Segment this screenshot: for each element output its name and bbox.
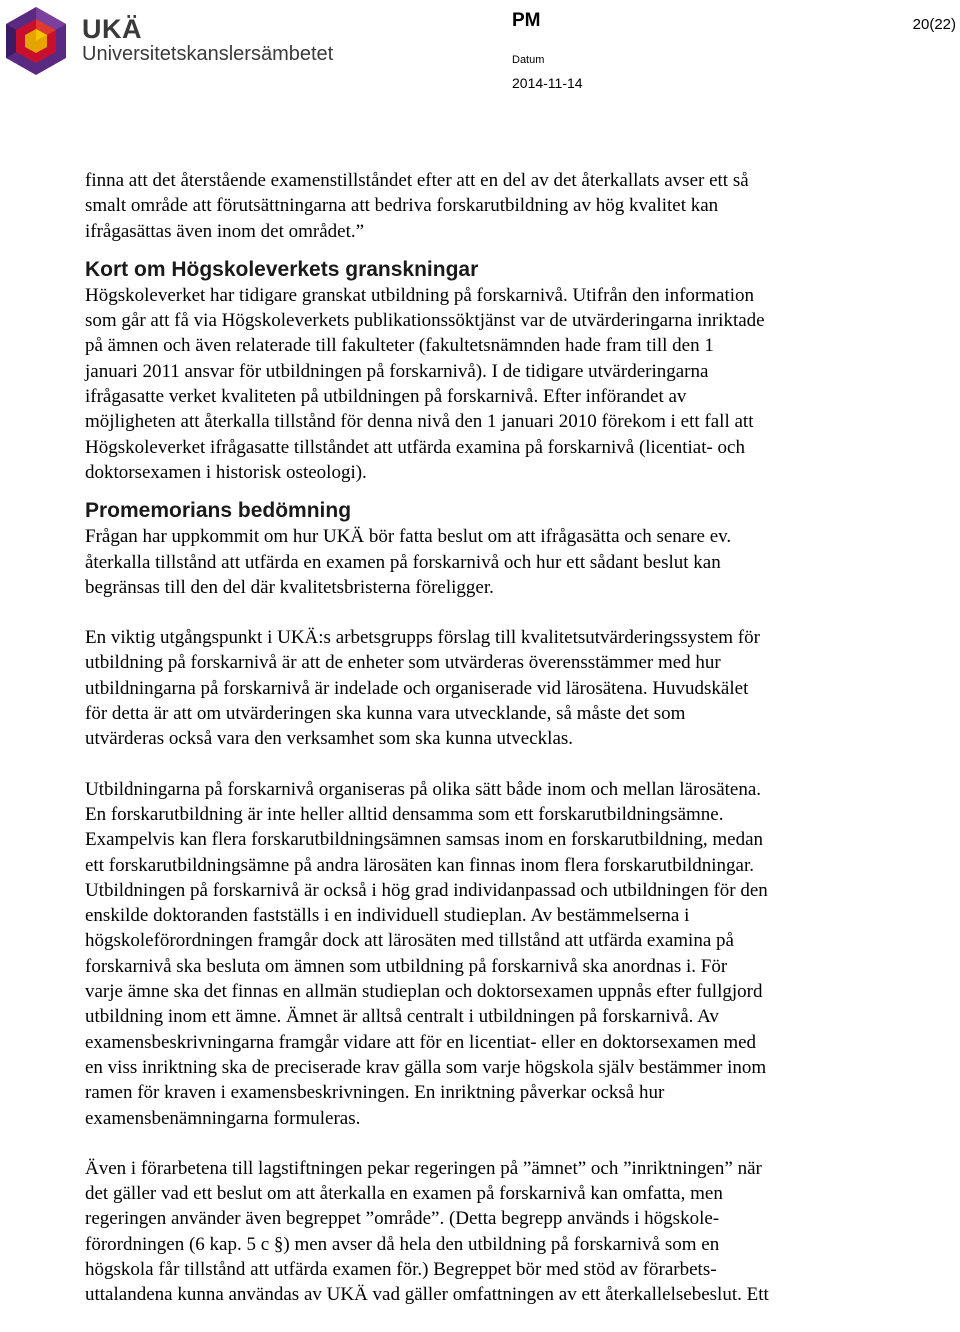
- text-line: högskola får tillstånd att utfärda examen för.) Begreppet bör med stöd av förarbets-: [85, 1258, 717, 1280]
- org-name: Universitetskanslersämbetet: [82, 43, 334, 65]
- paragraph-granskningar: [85, 283, 875, 485]
- text-line: ett forskarutbildningsämne på andra lärosäten kan finnas inom flera forskarutbildningar.: [85, 854, 755, 876]
- text-line: uttalandena kunna användas av UKÄ vad gäller omfattningen av ett återkallelsebeslut. Ett: [85, 1284, 769, 1306]
- text-line: utbildning på forskarnivå är att de enheter som utvärderas överensstämmer med hur: [85, 652, 721, 674]
- text-line: examensbeskrivningarna framgår vidare att för en licentiat- eller en doktorsexamen med: [85, 1031, 757, 1053]
- paragraph-bedomning-1: [85, 524, 875, 600]
- text-line: möjligheten att återkalla tillstånd för denna nivå den 1 januari 2010 förekom i ett fall att: [85, 411, 754, 433]
- page-header: [0, 0, 960, 110]
- text-line: Högskoleverket ifrågasatte tillståndet att utfärda examina på forskarnivå (licentiat- och: [85, 436, 745, 458]
- text-line: Frågan har uppkommit om hur UKÄ bör fatta beslut om att ifrågasätta och senare ev.: [85, 526, 732, 548]
- date-label: Datum: [512, 54, 545, 66]
- text-line: En viktig utgångspunkt i UKÄ:s arbetsgrupps förslag till kvalitetsutvärderingssystem för: [85, 627, 760, 649]
- text-line: forskarnivå ska besluta om ämnen som utbildning på forskarnivå ska anordnas i. För: [85, 955, 728, 977]
- text-line: för detta är att om utvärderingen ska kunna vara utvecklande, så måste det som: [85, 703, 686, 725]
- text-line: regeringen använder även begreppet ”område”. (Detta begrepp används i högskole-: [85, 1208, 720, 1230]
- text-line: ramen för kraven i examensbeskrivningen. En inriktning påverkar också hur: [85, 1082, 665, 1104]
- page-number: 20(22): [912, 16, 956, 33]
- text-line: begränsas till den del där kvalitetsbristerna föreligger.: [85, 576, 494, 598]
- text-line: förordningen (6 kap. 5 c §) men avser då hela den utbildning på forskarnivå som en: [85, 1233, 720, 1255]
- text-line: Utbildningen på forskarnivå är också i hög grad individanpassad och utbildningen för den: [85, 879, 768, 901]
- text-line: som går att få via Högskoleverkets publikationssöktjänst var de utvärderingarna inriktade: [85, 310, 765, 332]
- text-line: utbildning inom ett ämne. Ämnet är alltså centralt i utbildningen på forskarnivå. Av: [85, 1006, 719, 1028]
- text-line: högskoleförordningen framgår dock att lärosäten med tillstånd att utfärda examina på: [85, 930, 734, 952]
- section-heading-granskningar: Kort om Högskoleverkets granskningar: [85, 257, 479, 281]
- org-abbreviation: UKÄ: [82, 14, 142, 44]
- paragraph-bedomning-2: [85, 625, 875, 751]
- text-line: finna att det återstående examenstillståndet efter att en del av det återkallats avser ett så: [85, 170, 749, 191]
- text-line: januari 2011 ansvar för utbildningen på forskarnivå). I de tidigare utvärderingarna: [85, 360, 709, 382]
- text-line: på ämnen och även relaterade till fakulteter (fakultetsnämnden hade fram till den 1: [85, 335, 714, 357]
- paragraph-bedomning-4: [85, 1156, 875, 1308]
- text-line: ifrågasättas även inom det området.”: [85, 220, 365, 242]
- text-line: doktorsexamen i historisk osteologi).: [85, 461, 367, 483]
- text-line: återkalla tillstånd att utfärda en examen på forskarnivå och hur ett sådant beslut kan: [85, 551, 721, 573]
- text-line: Även i förarbetena till lagstiftningen pekar regeringen på ”ämnet” och ”inriktningen” när: [85, 1157, 762, 1179]
- paragraph-continued: [85, 168, 875, 244]
- text-line: En forskarutbildning är inte heller alltid densamma som ett forskarutbildningsämne.: [85, 803, 724, 825]
- uka-logo-icon: [4, 5, 68, 77]
- document-type: PM: [512, 10, 541, 31]
- text-line: Högskoleverket har tidigare granskat utbildning på forskarnivå. Utifrån den information: [85, 284, 755, 306]
- section-heading-bedomning: Promemorians bedömning: [85, 499, 352, 523]
- text-line: examensbenämningarna formuleras.: [85, 1107, 361, 1129]
- text-line: en viss inriktning ska de preciserade krav gälla som varje högskola själv bestämmer inom: [85, 1056, 767, 1078]
- text-line: enskilde doktoranden fastställs i en individuell studieplan. Av bestämmelserna i: [85, 905, 690, 927]
- text-line: utvärderas också vara den verksamhet som ska kunna utvecklas.: [85, 728, 574, 750]
- text-line: smalt område att förutsättningarna att bedriva forskarutbildning av hög kvalitet kan: [85, 195, 719, 217]
- paragraph-bedomning-3: [85, 777, 875, 1131]
- date-value: 2014-11-14: [512, 75, 583, 91]
- text-line: Exampelvis kan flera forskarutbildningsämnen samsas inom en forskarutbildning, medan: [85, 829, 764, 851]
- document-body: [85, 168, 875, 1308]
- text-line: Utbildningarna på forskarnivå organiseras på olika sätt både inom och mellan lärosätena.: [85, 778, 762, 800]
- text-line: varje ämne ska det finnas en allmän studieplan och doktorsexamen uppnås efter fullgjord: [85, 981, 763, 1003]
- text-line: det gäller vad ett beslut om att återkalla en examen på forskarnivå kan omfatta, men: [85, 1183, 723, 1205]
- text-line: ifrågasatte verket kvaliteten på utbildningen på forskarnivå. Efter införandet av: [85, 386, 687, 408]
- text-line: utbildningarna på forskarnivå är indelade och organiserade vid lärosätena. Huvudskälet: [85, 677, 749, 699]
